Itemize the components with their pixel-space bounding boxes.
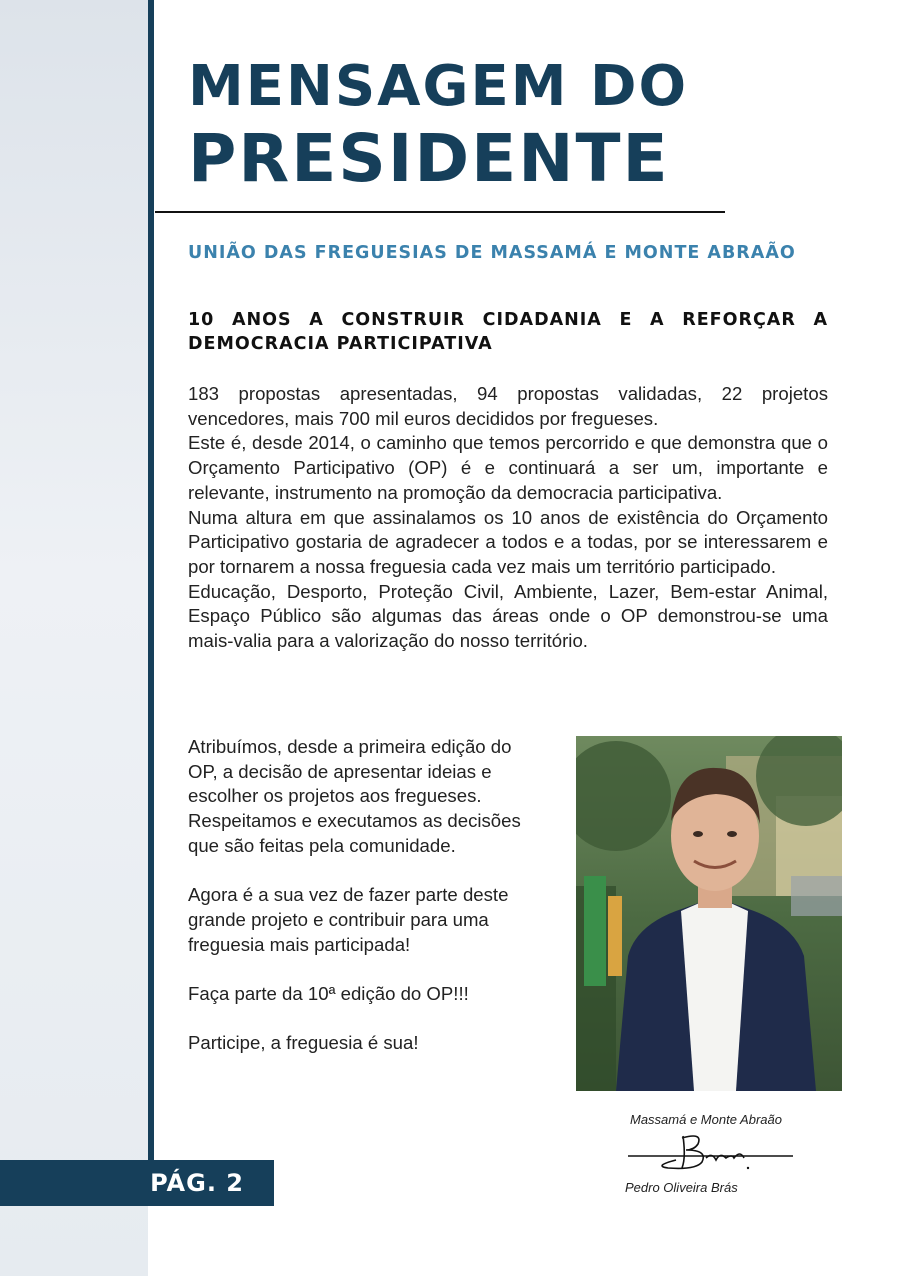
title-line-2: PRESIDENTE (188, 120, 670, 197)
title-divider (155, 211, 725, 213)
handwritten-signature (628, 1128, 793, 1178)
body-paragraph: 183 propostas apresentadas, 94 propostas validadas, 22 projetos vencedores, mais 700 mil euros decididos por fregueses. (188, 383, 828, 429)
side-accent-bar (148, 0, 154, 1160)
body-paragraph: Este é, desde 2014, o caminho que temos percorrido e que demonstra que o Orçamento Participativo (OP) é e continuará a ser um, importante e relevante, instrumento na promoção da democracia participativa. (188, 432, 828, 503)
title-line-1: MENSAGEM DO (188, 54, 689, 119)
body-paragraph: Numa altura em que assinalamos os 10 anos de existência do Orçamento Participativo gostaria de agradecer a todos e a todas, por se interessarem e por tornarem a nossa freguesia cada vez mais um território participado. (188, 506, 828, 577)
signature-block (620, 1110, 800, 1200)
headline: 10 ANOS A CONSTRUIR CIDADANIA E A REFORÇAR A DEMOCRACIA PARTICIPATIVA (188, 310, 828, 354)
body-text (188, 382, 828, 654)
subtitle: UNIÃO DAS FREGUESIAS DE MASSAMÁ E MONTE ABRAÃO (188, 243, 796, 263)
signature-organization: Massamá e Monte Abraão (630, 1112, 782, 1127)
closing-paragraph: Atribuímos, desde a primeira edição do OP, a decisão de apresentar ideias e escolher os projetos aos fregueses. Respeitamos e executamos as decisões que são feitas pela comunidade. (188, 736, 521, 856)
page-number: PÁG. 2 (0, 1160, 274, 1206)
page-title (188, 50, 689, 197)
body-paragraph: Educação, Desporto, Proteção Civil, Ambiente, Lazer, Bem-estar Animal, Espaço Público são algumas das áreas onde o OP demonstrou-se uma mais-valia para a valorização do nosso território. (188, 580, 828, 652)
closing-paragraph: Agora é a sua vez de fazer parte deste grande projeto e contribuir para uma freguesia mais participada! (188, 884, 509, 955)
president-photo (576, 736, 842, 1091)
closing-paragraph: Participe, a freguesia é sua! (188, 1032, 419, 1054)
closing-paragraph: Faça parte da 10ª edição do OP!!! (188, 983, 469, 1004)
signature-name: Pedro Oliveira Brás (625, 1180, 738, 1195)
closing-text (188, 735, 538, 1081)
side-panel (0, 0, 148, 1276)
